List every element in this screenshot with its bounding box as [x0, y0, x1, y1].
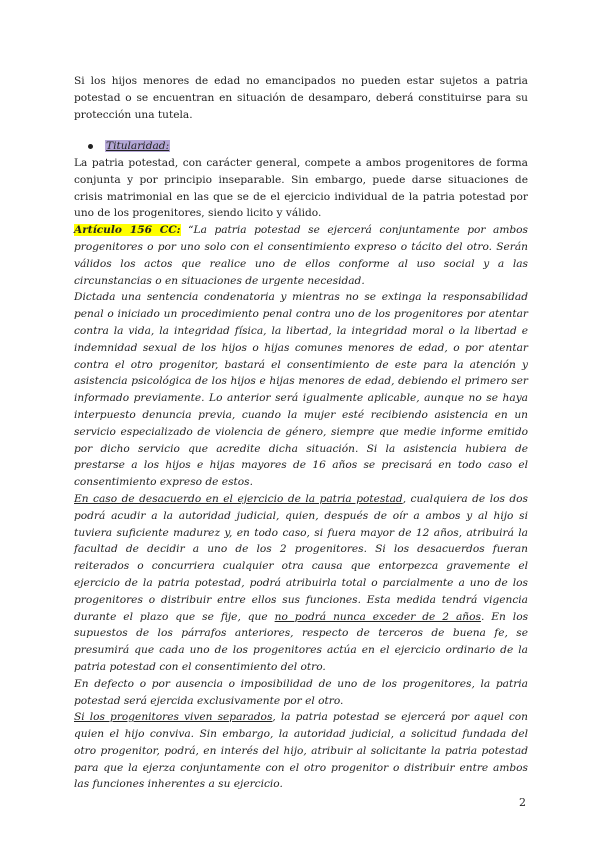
desacuerdo-text-a: , cualquiera de los dos podrá acudir a la autoridad judicial, quien, después de oír a ambos y al hijo si tuviera suficiente madurez y, en todo caso, si fuera mayor de 12 años, atribuirá la facultad de decidir a uno de los 2 progenitores. Si los desacuerdos fueran reiterados o concurriera cualquier otra causa que entorpezca gravemente el ejercicio de la patria potestad, podrá atribuirla total o parcialmente a uno de los progenitores o distribuir entre ellos sus funciones. Esta medida tendrá vigencia durante el plazo que se fije, que [74, 492, 528, 623]
page-number: 2 [519, 796, 526, 809]
paragraph-ausencia: En defecto o por ausencia o imposibilidad de uno de los progenitores, la patria potestad será ejercida exclusivamente por el otro. [74, 677, 528, 707]
bullet-icon [88, 144, 93, 149]
desacuerdo-text-b: . En los supuestos de los párrafos anteriores, respecto de terceros de buena fe, se presumirá que cada uno de los progenitores actúa en el ejercicio ordinario de la patria potestad con el consentimiento del otro. [74, 610, 529, 673]
section-body [74, 155, 528, 793]
separados-underlined: Si los progenitores viven separados [74, 711, 273, 724]
paragraph-desacuerdo [74, 491, 528, 676]
section-heading: Titularidad: [106, 140, 170, 152]
intro-paragraph: Si los hijos menores de edad no emancipados no pueden estar sujetos a patria potestad o se encuentran en situación de desamparo, deberá constituirse para su protección una tutela. [74, 75, 528, 121]
paragraph-titularidad: La patria potestad, con carácter general, compete a ambos progenitores de forma conjunta y por principio inseparable. Sin embargo, puede darse situaciones de crisis matrimonial en las que se de el ejercicio individual de la patria potestad por uno de los progenitores, siendo licito y válido. [74, 157, 528, 220]
article-label: Artículo 156 CC: [74, 224, 181, 237]
paragraph-sentencia: Dictada una sentencia condenatoria y mientras no se extinga la responsabilidad penal o iniciado un procedimiento penal contra uno de los progenitores por atentar contra la vida, la integridad física, la libertad, la integridad moral o la libertad e indemnidad sexual de los hijos o hijas comunes menores de edad, o por atentar contra el otro progenitor, bastará el consentimiento de este para la atención y asistencia psicológica de los hijos e hijas menores de edad, debiendo el primero ser informado previamente. Lo anterior será igualmente aplicable, aunque no se haya interpuesto denuncia previa, cuando la mujer esté recibiendo asistencia en un servicio especializado de violencia de género, siempre que medie informe emitido por dicho servicio que acredite dicha situación. Si la asistencia hubiera de prestarse a los hijos e hijas mayores de 16 años se precisará en todo caso el consentimiento expreso de estos. [74, 291, 528, 489]
desacuerdo-underlined: En caso de desacuerdo en el ejercicio de la patria potestad [74, 492, 403, 505]
paragraph-article-156 [74, 222, 528, 289]
plazo-underlined: no podrá nunca exceder de 2 años [274, 610, 481, 623]
article-text: “La patria potestad se ejercerá conjuntamente por ambos progenitores o por uno solo con el consentimiento expreso o tácito del otro. Serán válidos los actos que realice uno de ellos conforme al uso social y a las circunstancias o en situaciones de urgente necesidad. [74, 224, 528, 287]
separados-text: , la patria potestad se ejercerá por aquel con quien el hijo conviva. Sin embargo, la autoridad judicial, a solicitud fundada del otro progenitor, podrá, en interés del hijo, atribuir al solicitante la patria potestad para que la ejerza conjuntamente con el otro progenitor o distribuir entre ambos las funciones inherentes a su ejercicio. [74, 711, 528, 791]
paragraph-separados [74, 709, 528, 793]
section-heading-line [88, 138, 170, 155]
